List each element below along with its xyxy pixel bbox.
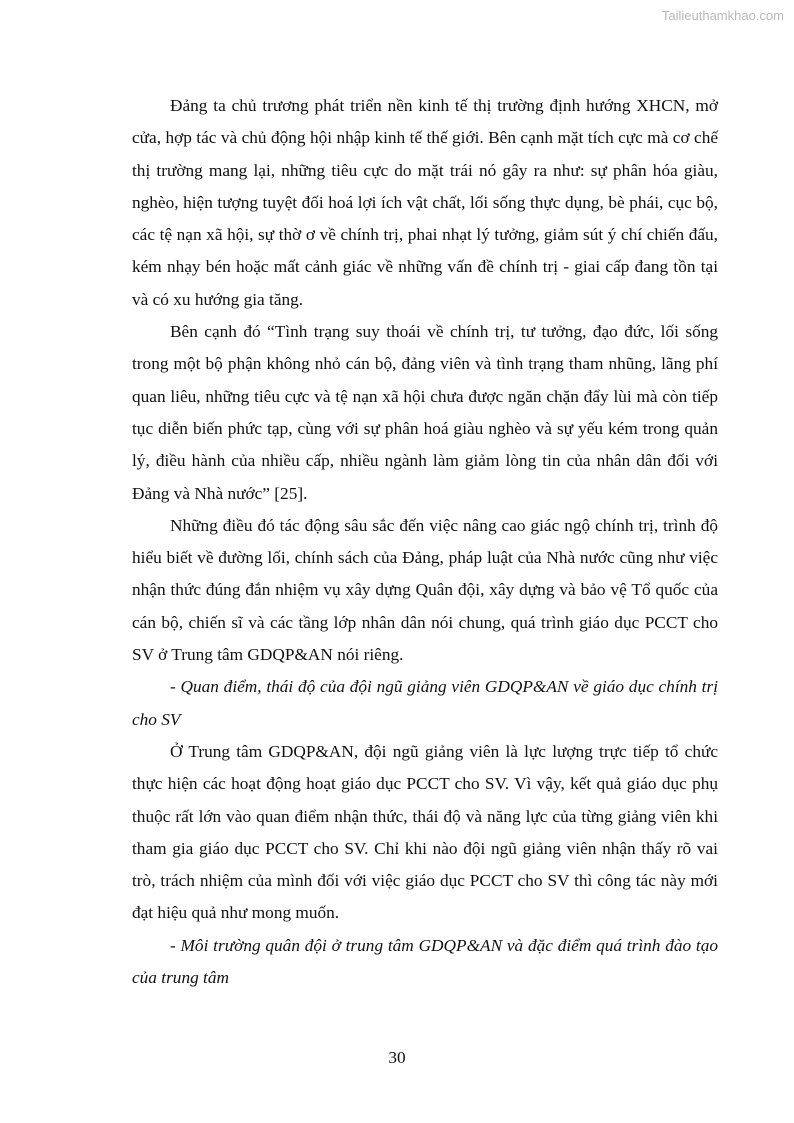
paragraph: Đảng ta chủ trương phát triển nền kinh tế thị trường định hướng XHCN, mở cửa, hợp tác và chủ động hội nhập kinh tế thế giới. Bên cạnh mặt tích cực mà cơ chế thị trường mang lại, những tiêu cực do mặt trái nó gây ra như: sự phân hóa giàu, nghèo, hiện tượng tuyệt đối hoá lợi ích vật chất, lối sống thực dụng, bè phái, cục bộ, các tệ nạn xã hội, sự thờ ơ về chính trị, phai nhạt lý tưởng, giảm sút ý chí chiến đấu, kém nhạy bén hoặc mất cảnh giác về những vấn đề chính trị - giai cấp đang tồn tại và có xu hướng gia tăng. — [132, 96, 718, 309]
watermark: Tailieuthamkhao.com — [661, 8, 784, 23]
section-heading: - Quan điểm, thái độ của đội ngũ giảng viên GDQP&AN về giáo dục chính trị cho SV — [132, 677, 718, 729]
paragraph: Ở Trung tâm GDQP&AN, đội ngũ giảng viên là lực lượng trực tiếp tổ chức thực hiện các hoạt động hoạt giáo dục PCCT cho SV. Vì vậy, kết quả giáo dục phụ thuộc rất lớn vào quan điểm nhận thức, thái độ và năng lực của từng giảng viên khi tham gia giáo dục PCCT cho SV. Chỉ khi nào đội ngũ giảng viên nhận thấy rõ vai trò, trách nhiệm của mình đối với việc giáo dục PCCT cho SV thì công tác này mới đạt hiệu quả như mong muốn. — [132, 741, 718, 923]
document-body — [132, 90, 718, 994]
paragraph: Những điều đó tác động sâu sắc đến việc nâng cao giác ngộ chính trị, trình độ hiểu biết về đường lối, chính sách của Đảng, pháp luật của Nhà nước cũng như việc nhận thức đúng đắn nhiệm vụ xây dựng Quân đội, xây dựng và bảo vệ Tổ quốc của cán bộ, chiến sĩ và các tầng lớp nhân dân nói chung, quá trình giáo dục PCCT cho SV ở Trung tâm GDQP&AN nói riêng. — [132, 515, 718, 665]
paragraph: Bên cạnh đó “Tình trạng suy thoái về chính trị, tư tưởng, đạo đức, lối sống trong một bộ phận không nhỏ cán bộ, đảng viên và tình trạng tham nhũng, lãng phí quan liêu, những tiêu cực và tệ nạn xã hội chưa được ngăn chặn đẩy lùi mà còn tiếp tục diễn biến phức tạp, cùng với sự phân hoá giàu nghèo và sự yếu kém trong quản lý, điều hành của nhiều cấp, nhiều ngành làm giảm lòng tin của nhân dân đối với Đảng và Nhà nước” [25]. — [132, 322, 718, 503]
section-heading: - Môi trường quân đội ở trung tâm GDQP&AN và đặc điểm quá trình đào tạo của trung tâm — [132, 935, 718, 988]
page-number: 30 — [388, 1048, 406, 1067]
